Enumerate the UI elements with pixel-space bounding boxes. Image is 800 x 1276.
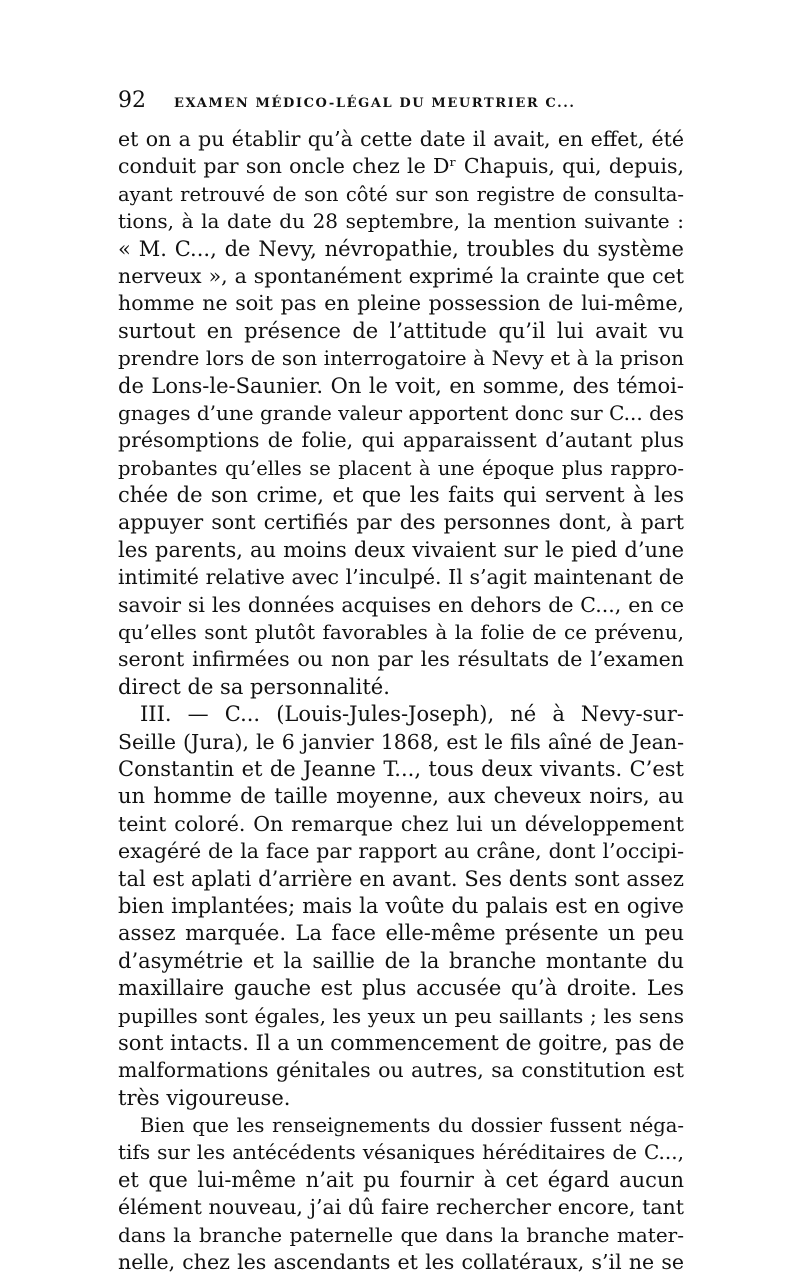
section-heading-line: III. — C... (Louis-Jules-Joseph), né à Nevy-sur-: [140, 702, 684, 727]
text-line: appuyer sont certifiés par des personnes dont, à part: [118, 510, 684, 535]
text-line: surtout en présence de l’attitude qu’il lui avait vu: [118, 318, 684, 343]
text-line: présomptions de folie, qui apparaissent d’autant plus: [118, 428, 684, 453]
text-line: exagéré de la face par rapport au crâne, dont l’occipi-: [118, 839, 684, 864]
text-line: prendre lors de son interrogatoire à Nevy et à la prison: [118, 346, 684, 371]
text-line: tifs sur les antécédents vésaniques héréditaires de C...,: [118, 1140, 684, 1165]
text-line: Seille (Jura), le 6 janvier 1868, est le fils aîné de Jean-: [118, 729, 684, 754]
text-line: tal est aplati d’arrière en avant. Ses dents sont assez: [118, 866, 684, 891]
text-line: et on a pu établir qu’à cette date il avait, en effet, été: [118, 127, 684, 151]
text-line: les parents, au moins deux vivaient sur le pied d’une: [118, 537, 684, 562]
paragraph-end-line: direct de sa personnalité.: [118, 674, 390, 699]
text-line: bien implantées; mais la voûte du palais est en ogive: [118, 893, 684, 918]
text-line: conduit par son oncle chez le Dʳ Chapuis, qui, depuis,: [118, 154, 684, 179]
text-line: qu’elles sont plutôt favorables à la folie de ce prévenu,: [118, 620, 684, 645]
text-line: assez marquée. La face elle-même présente un peu: [118, 921, 684, 946]
text-line: tions, à la date du 28 septembre, la mention suivante :: [118, 209, 684, 234]
page-header: [118, 88, 684, 113]
text-line: élément nouveau, j’ai dû faire rechercher encore, tant: [118, 1195, 684, 1220]
text-line: homme ne soit pas en pleine possession de lui-même,: [118, 291, 684, 316]
running-head: EXAMEN MÉDICO-LÉGAL DU MEURTRIER C...: [174, 96, 576, 111]
text-line: sont intacts. Il a un commencement de goitre, pas de: [118, 1030, 685, 1055]
text-line: nerveux », a spontanément exprimé la crainte que cet: [118, 263, 684, 288]
paragraph-end-line: très vigoureuse.: [118, 1085, 291, 1110]
page-number: 92: [118, 88, 146, 113]
text-line: seront infirmées ou non par les résultats de l’examen: [118, 647, 684, 672]
text-line: d’asymétrie et la saillie de la branche montante du: [118, 948, 684, 973]
text-line: dans la branche paternelle que dans la branche mater-: [118, 1222, 684, 1247]
text-line: intimité relative avec l’inculpé. Il s’agit maintenant de: [118, 565, 684, 590]
text-line: pupilles sont égales, les yeux un peu saillants ; les sens: [118, 1003, 684, 1028]
text-line: un homme de taille moyenne, aux cheveux noirs, au: [118, 784, 684, 809]
text-line: probantes qu’elles se placent à une époque plus rappro-: [118, 456, 684, 480]
text-line: de Lons-le-Saunier. On le voit, en somme, des témoi-: [118, 373, 684, 398]
text-line: gnages d’une grande valeur apportent donc sur C... des: [118, 400, 684, 425]
text-line: Constantin et de Jeanne T..., tous deux vivants. C’est: [118, 756, 684, 781]
text-line: malformations génitales ou autres, sa constitution est: [118, 1058, 684, 1083]
text-line: maxillaire gauche est plus accusée qu’à droite. Les: [118, 976, 684, 1001]
text-line: savoir si les données acquises en dehors de C..., en ce: [118, 592, 684, 617]
text-line: « M. C..., de Nevy, névropathie, troubles du système: [118, 236, 684, 261]
text-line: chée de son crime, et que les faits qui servent à les: [118, 483, 684, 508]
text-line: nelle, chez les ascendants et les collatéraux, s’il ne se: [118, 1250, 684, 1275]
text-line: et que lui-même n’ait pu fournir à cet égard aucun: [118, 1167, 684, 1192]
body-text: [118, 126, 684, 1276]
text-line: teint coloré. On remarque chez lui un développement: [118, 811, 684, 836]
paragraph-start-line: Bien que les renseignements du dossier fussent néga-: [140, 1114, 684, 1138]
text-line: ayant retrouvé de son côté sur son registre de consulta-: [118, 182, 684, 206]
